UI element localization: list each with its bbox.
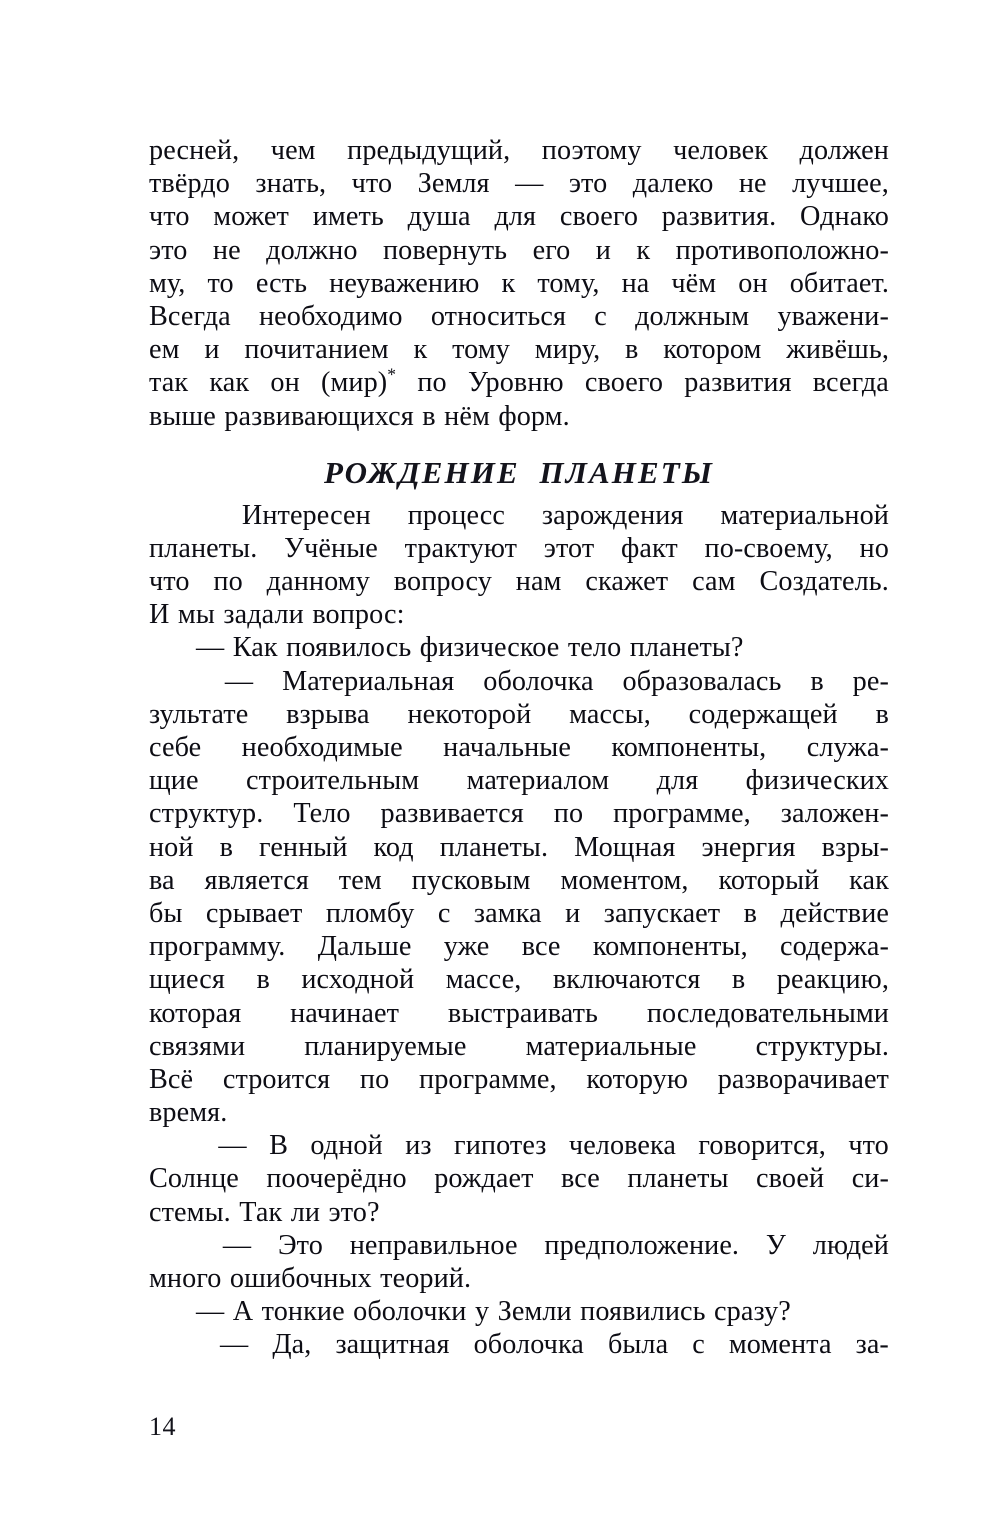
text-word: ли bbox=[290, 1196, 321, 1228]
text-word: щиеся bbox=[149, 964, 225, 996]
text-word: задали bbox=[223, 599, 304, 631]
text-word: пломбу bbox=[325, 897, 415, 929]
paragraph-indent bbox=[149, 499, 205, 532]
text-word: планеты. bbox=[149, 532, 258, 564]
text-word: планеты. bbox=[439, 831, 549, 863]
text-word: факт bbox=[620, 532, 678, 564]
text-word: пусковым bbox=[411, 864, 531, 896]
text-word: материалом bbox=[466, 765, 610, 797]
text-word: взры- bbox=[821, 831, 889, 863]
text-word: котором bbox=[663, 334, 762, 366]
text-word: в bbox=[810, 665, 824, 697]
text-word: Дальше bbox=[317, 931, 412, 963]
text-line bbox=[149, 1196, 889, 1229]
text-line bbox=[149, 400, 889, 433]
text-word: должно bbox=[266, 234, 358, 266]
text-word: для bbox=[656, 765, 699, 797]
text-word: зарождения bbox=[541, 499, 684, 531]
text-word: по-своему, bbox=[704, 532, 833, 564]
text-word: в bbox=[256, 964, 270, 996]
text-word: оболочка bbox=[473, 1329, 584, 1361]
text-word: он bbox=[738, 267, 768, 299]
text-word: говорится, bbox=[698, 1130, 826, 1162]
text-word: является bbox=[204, 864, 309, 896]
text-word: оболочки bbox=[353, 1296, 467, 1328]
text-line bbox=[149, 698, 889, 731]
text-word: — bbox=[218, 1130, 247, 1162]
text-word: тому, bbox=[537, 267, 600, 299]
text-line bbox=[149, 333, 889, 366]
text-line bbox=[149, 1229, 889, 1262]
text-word: Тело bbox=[293, 798, 351, 830]
text-word: в bbox=[219, 831, 234, 863]
text-word: процесс bbox=[407, 499, 506, 531]
text-word: неуважению bbox=[329, 267, 480, 299]
text-word: сам bbox=[692, 566, 736, 598]
text-word: замка bbox=[473, 897, 542, 929]
text-word: развития. bbox=[661, 201, 777, 233]
text-line bbox=[149, 665, 889, 698]
text-word: Так bbox=[239, 1196, 283, 1228]
text-word: включаются bbox=[552, 964, 701, 996]
dialogue-question-3 bbox=[149, 1295, 889, 1328]
text-line bbox=[149, 598, 889, 631]
text-word: Земли bbox=[497, 1296, 572, 1328]
text-word: оболочка bbox=[483, 665, 594, 697]
text-word: си- bbox=[851, 1163, 889, 1195]
text-word: тело bbox=[567, 632, 622, 664]
text-word: чём bbox=[671, 267, 717, 299]
text-word: зультате bbox=[149, 698, 249, 730]
text-word: в bbox=[625, 334, 639, 366]
text-word: живёшь, bbox=[786, 334, 889, 366]
text-word: содержащей bbox=[688, 698, 838, 730]
text-word: Всегда bbox=[149, 300, 231, 332]
text-word: обитает. bbox=[789, 267, 889, 299]
text-line bbox=[149, 1063, 889, 1096]
dialogue-question-1 bbox=[149, 631, 889, 664]
text-word: теорий. bbox=[380, 1263, 472, 1294]
text-word: разворачивает bbox=[717, 1063, 889, 1095]
text-word: начальные bbox=[443, 732, 571, 763]
text-word: тем bbox=[338, 864, 382, 896]
text-word: ресней, bbox=[149, 135, 240, 166]
text-word: планеты bbox=[627, 1163, 729, 1195]
text-word: Однако bbox=[800, 201, 889, 233]
text-word: уже bbox=[443, 931, 490, 963]
text-word: Интересен bbox=[241, 499, 371, 531]
text-word: защитная bbox=[335, 1329, 450, 1361]
text-word: по bbox=[417, 367, 447, 399]
text-word: должен bbox=[799, 135, 889, 166]
dialogue-indent bbox=[149, 631, 196, 664]
text-line bbox=[149, 797, 889, 830]
text-word: действие bbox=[780, 897, 889, 929]
text-word: в bbox=[731, 964, 746, 996]
text-word: по bbox=[359, 1063, 390, 1095]
text-word: все bbox=[561, 1163, 600, 1195]
text-word: Уровню bbox=[467, 367, 564, 399]
text-word: в bbox=[875, 698, 889, 730]
text-line bbox=[149, 731, 889, 764]
text-word: но bbox=[859, 532, 889, 564]
text-word: структур. bbox=[149, 798, 264, 830]
text-word: относиться bbox=[430, 300, 567, 332]
text-word: (мир)* bbox=[321, 364, 397, 399]
dialogue-answer-2 bbox=[149, 1229, 889, 1295]
text-word: — bbox=[222, 1229, 252, 1261]
text-word: необходимо bbox=[259, 300, 403, 332]
text-word: в bbox=[743, 897, 758, 929]
dialogue-indent bbox=[149, 1229, 196, 1262]
text-word: И bbox=[149, 599, 170, 631]
text-word: начинает bbox=[290, 997, 400, 1029]
text-line bbox=[149, 1030, 889, 1063]
text-word: лучшее, bbox=[792, 168, 889, 200]
text-word: программе, bbox=[419, 1063, 557, 1095]
dialogue-indent bbox=[149, 1129, 196, 1162]
text-word: поэтому bbox=[541, 135, 642, 166]
text-word: людей bbox=[812, 1229, 889, 1261]
dialogue-indent bbox=[149, 665, 196, 698]
text-word: некоторой bbox=[407, 698, 532, 730]
text-word: вопросу bbox=[393, 566, 492, 598]
text-word: Солнце bbox=[149, 1163, 239, 1195]
text-line bbox=[149, 1295, 889, 1328]
text-word: уважени- bbox=[777, 300, 889, 332]
text-word: почитанием bbox=[244, 334, 389, 366]
text-word: с bbox=[692, 1329, 705, 1361]
text-word: исходной bbox=[301, 964, 415, 996]
text-word: человека bbox=[568, 1130, 677, 1162]
text-word: может bbox=[213, 201, 289, 233]
text-word: стемы. bbox=[149, 1196, 231, 1228]
text-word: бы bbox=[149, 897, 183, 929]
text-word: ем bbox=[149, 334, 180, 366]
text-word: физическое bbox=[419, 632, 560, 664]
text-word: ва bbox=[149, 864, 175, 896]
text-line bbox=[149, 897, 889, 930]
footnote-marker: * bbox=[387, 364, 397, 385]
text-word: щие bbox=[149, 765, 199, 797]
text-line bbox=[149, 167, 889, 200]
text-line bbox=[149, 300, 889, 333]
text-word: Как bbox=[232, 632, 278, 664]
text-line bbox=[149, 134, 889, 167]
text-line bbox=[149, 267, 889, 300]
text-word: к bbox=[413, 334, 428, 366]
text-line bbox=[149, 831, 889, 864]
text-word: Материальная bbox=[282, 665, 455, 697]
text-word: служа- bbox=[806, 732, 889, 763]
text-word: он bbox=[270, 367, 300, 399]
text-word: должным bbox=[635, 300, 750, 332]
text-word: компоненты, bbox=[611, 732, 767, 763]
text-word: форм. bbox=[498, 400, 570, 432]
text-line bbox=[149, 366, 889, 399]
text-line bbox=[149, 1096, 889, 1129]
text-word: физических bbox=[745, 765, 889, 797]
text-word: реакцию, bbox=[776, 964, 889, 996]
text-word: Да, bbox=[272, 1329, 312, 1361]
text-word: структуры. bbox=[755, 1030, 889, 1062]
paragraph-continuation bbox=[149, 134, 889, 433]
text-word: трактуют bbox=[404, 532, 518, 564]
text-word: — bbox=[196, 632, 225, 664]
text-word: Это bbox=[277, 1229, 323, 1261]
text-word: А bbox=[232, 1296, 254, 1328]
dialogue-question-2 bbox=[149, 1129, 889, 1229]
text-word: душа bbox=[407, 201, 471, 233]
text-line bbox=[149, 864, 889, 897]
text-word: заложен- bbox=[780, 798, 889, 830]
text-word: — bbox=[220, 1329, 249, 1361]
text-word: развивающихся bbox=[224, 400, 414, 432]
text-word: выше bbox=[149, 400, 216, 432]
text-word: что bbox=[351, 168, 393, 200]
text-word: — bbox=[515, 168, 544, 200]
text-word: этот bbox=[543, 532, 595, 564]
text-word: неправильное bbox=[349, 1229, 518, 1261]
text-word: то bbox=[207, 267, 234, 299]
text-word: чем bbox=[270, 135, 316, 166]
text-word: гипотез bbox=[454, 1130, 547, 1162]
dialogue-indent bbox=[149, 1328, 196, 1361]
dialogue-answer-3 bbox=[149, 1328, 889, 1361]
text-word: как bbox=[849, 864, 889, 896]
text-word: планеты? bbox=[629, 632, 744, 664]
chapter-heading: РОЖДЕНИЕ ПЛАНЕТЫ bbox=[324, 455, 714, 490]
text-line bbox=[149, 997, 889, 1030]
text-word: программу. bbox=[149, 931, 286, 963]
text-line bbox=[149, 1328, 889, 1361]
text-word: себе bbox=[149, 732, 202, 763]
text-word: что bbox=[149, 201, 190, 233]
text-word: срывает bbox=[205, 897, 303, 929]
text-word: В bbox=[269, 1130, 289, 1162]
text-word: поочерёдно bbox=[266, 1163, 407, 1195]
text-word: Создатель. bbox=[759, 566, 889, 598]
text-word: своего bbox=[559, 201, 639, 233]
text-word: знать, bbox=[255, 168, 327, 200]
text-word: это bbox=[568, 168, 608, 200]
text-word: рождает bbox=[434, 1163, 534, 1195]
text-word: из bbox=[405, 1130, 432, 1162]
text-word: моментом, bbox=[560, 864, 689, 896]
text-word: мы bbox=[177, 599, 215, 631]
text-word: необходимые bbox=[241, 732, 403, 763]
dialogue-answer-1 bbox=[149, 665, 889, 1130]
text-word: миру, bbox=[534, 334, 601, 366]
text-line bbox=[149, 499, 889, 532]
dialogue-indent bbox=[149, 1295, 196, 1328]
text-line bbox=[149, 565, 889, 598]
paragraph-intro bbox=[149, 499, 889, 632]
text-word: развивается bbox=[380, 798, 524, 830]
text-word: нём bbox=[444, 400, 490, 432]
text-word: вопрос: bbox=[312, 599, 405, 631]
text-word: к bbox=[501, 267, 516, 299]
text-word: человек bbox=[673, 135, 768, 166]
text-word: материальные bbox=[525, 1030, 697, 1062]
text-word: Учёные bbox=[284, 532, 378, 564]
text-word: предыдущий, bbox=[347, 135, 511, 166]
text-line bbox=[149, 930, 889, 963]
text-word: всегда bbox=[812, 367, 889, 399]
text-word: с bbox=[437, 897, 451, 929]
text-word: данному bbox=[266, 566, 370, 598]
text-word: много bbox=[149, 1263, 222, 1294]
text-word: нам bbox=[515, 566, 562, 598]
text-word: в bbox=[422, 400, 436, 432]
text-word: его bbox=[532, 234, 571, 266]
text-word: по bbox=[213, 566, 243, 598]
text-word: планируемые bbox=[304, 1030, 467, 1062]
text-word: ре- bbox=[852, 665, 889, 697]
text-word: связями bbox=[149, 1030, 246, 1062]
text-word: момента bbox=[728, 1329, 832, 1361]
text-line bbox=[149, 963, 889, 996]
text-word: далеко bbox=[632, 168, 714, 200]
text-word: му, bbox=[149, 267, 186, 299]
text-word: запускает bbox=[603, 897, 721, 929]
text-word: на bbox=[621, 267, 650, 299]
text-word: за- bbox=[855, 1329, 889, 1361]
text-word: У bbox=[765, 1229, 786, 1261]
text-word: так bbox=[149, 367, 189, 399]
text-word: что bbox=[149, 566, 190, 598]
text-word: была bbox=[607, 1329, 669, 1361]
text-word: для bbox=[494, 201, 537, 233]
text-word: образовалась bbox=[622, 665, 782, 697]
text-word: твёрдо bbox=[149, 168, 230, 200]
text-word: взрыва bbox=[286, 698, 370, 730]
text-word: Земля bbox=[417, 168, 490, 200]
text-word: материальной bbox=[720, 499, 889, 531]
text-word: Мощная bbox=[574, 831, 676, 863]
text-word: ошибочных bbox=[229, 1263, 372, 1294]
text-word: с bbox=[594, 300, 607, 332]
text-word: — bbox=[196, 1296, 225, 1328]
text-word: время. bbox=[149, 1097, 228, 1129]
text-word: тому bbox=[452, 334, 510, 366]
text-word: массе, bbox=[445, 964, 522, 996]
text-line bbox=[149, 1262, 889, 1295]
text-line bbox=[149, 764, 889, 797]
text-word: своей bbox=[756, 1163, 825, 1195]
text-word: как bbox=[209, 367, 250, 399]
text-word: и bbox=[595, 234, 611, 266]
text-word: генный bbox=[259, 831, 348, 863]
text-word: не bbox=[738, 168, 767, 200]
text-word: повернуть bbox=[382, 234, 508, 266]
text-word: противоположно- bbox=[675, 234, 889, 266]
text-word: это bbox=[149, 234, 188, 266]
text-line bbox=[149, 1162, 889, 1195]
text-word: тонкие bbox=[261, 1296, 345, 1328]
text-word: последовательными bbox=[646, 997, 889, 1029]
text-word: массы, bbox=[569, 698, 651, 730]
text-word: к bbox=[636, 234, 651, 266]
text-word: код bbox=[373, 831, 414, 863]
text-word: все bbox=[521, 931, 561, 963]
text-word: по bbox=[553, 798, 584, 830]
text-word: которую bbox=[586, 1063, 688, 1095]
text-word: выстраивать bbox=[447, 997, 599, 1029]
text-word: — bbox=[224, 665, 254, 697]
text-word: у bbox=[474, 1296, 490, 1328]
text-word: которая bbox=[149, 997, 242, 1029]
text-word: иметь bbox=[312, 201, 384, 233]
text-word: ной bbox=[149, 831, 194, 863]
text-word: содержа- bbox=[780, 931, 889, 963]
text-word: появилось bbox=[286, 632, 412, 664]
text-line bbox=[149, 631, 889, 664]
text-word: и bbox=[565, 897, 581, 929]
text-word: Всё bbox=[149, 1063, 194, 1095]
text-word: строительным bbox=[245, 765, 420, 797]
text-word: скажет bbox=[585, 566, 669, 598]
text-line bbox=[149, 200, 889, 233]
text-line bbox=[149, 234, 889, 267]
page-number: 14 bbox=[149, 1412, 176, 1441]
text-word: предположение. bbox=[544, 1229, 740, 1261]
text-line bbox=[149, 532, 889, 565]
text-word: что bbox=[848, 1130, 889, 1162]
text-word: программе, bbox=[613, 798, 751, 830]
text-word: строится bbox=[222, 1063, 331, 1095]
text-word: компоненты, bbox=[592, 931, 748, 963]
text-word: своего bbox=[584, 367, 664, 399]
text-word: развития bbox=[684, 367, 792, 399]
text-word: который bbox=[718, 864, 820, 896]
text-word: не bbox=[212, 234, 241, 266]
text-word: это? bbox=[328, 1196, 380, 1228]
text-word: энергия bbox=[701, 831, 796, 863]
text-word: сразу? bbox=[714, 1296, 791, 1328]
text-line bbox=[149, 1129, 889, 1162]
text-word: одной bbox=[310, 1130, 383, 1162]
text-word: появились bbox=[580, 1296, 706, 1328]
text-word: есть bbox=[255, 267, 308, 299]
body-text-column bbox=[149, 134, 889, 1362]
text-word: и bbox=[204, 334, 220, 366]
